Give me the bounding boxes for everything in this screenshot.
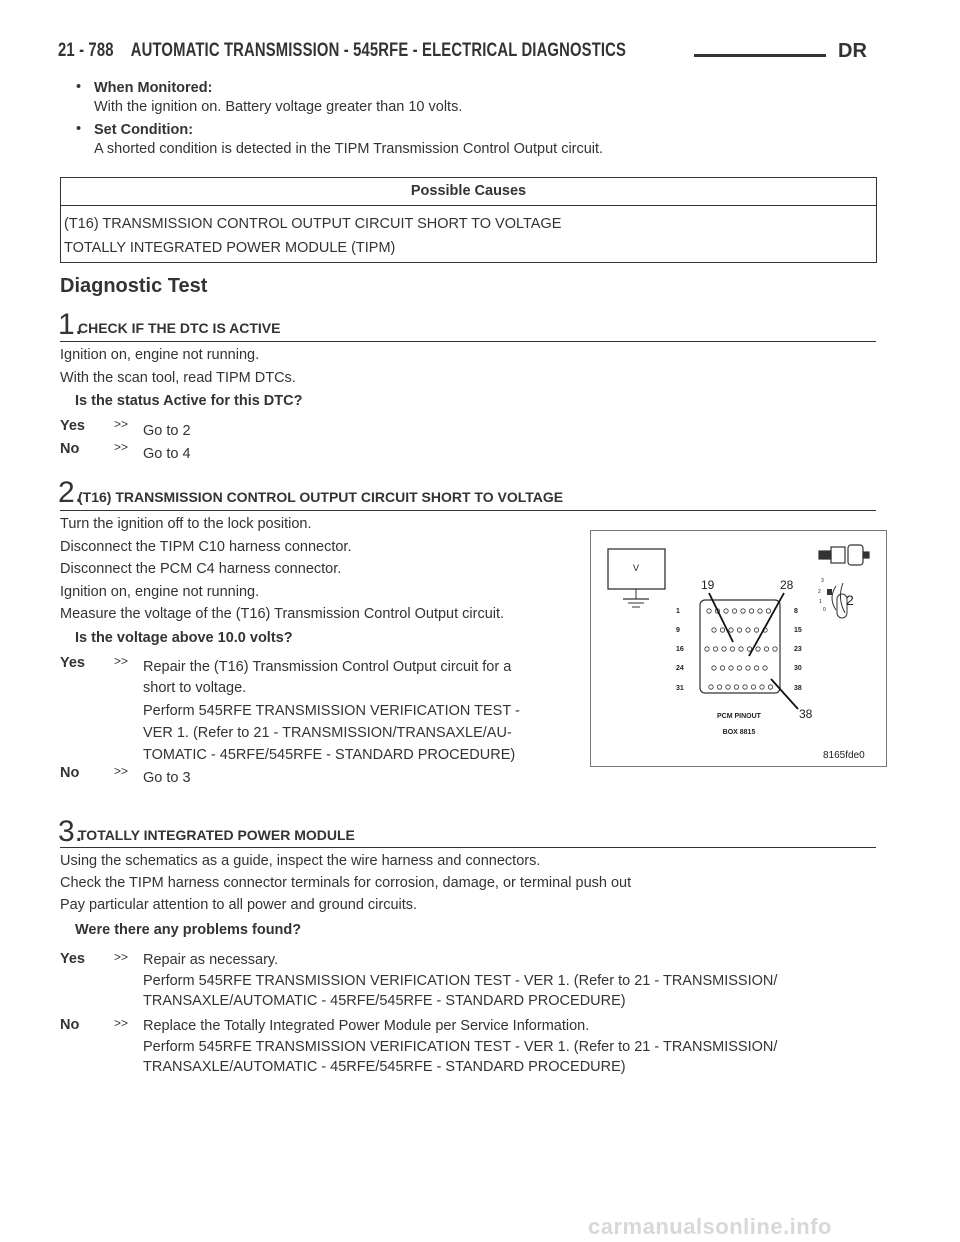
- step-rule: [60, 510, 876, 511]
- pin: [705, 647, 709, 651]
- pin-label: 15: [794, 627, 802, 634]
- pin-label: 8: [794, 608, 798, 615]
- step-title: TOTALLY INTEGRATED POWER MODULE: [78, 827, 355, 843]
- cause-item: TOTALLY INTEGRATED POWER MODULE (TIPM): [64, 240, 396, 256]
- when-monitored-label: When Monitored:: [94, 80, 213, 96]
- selector-num: 3: [821, 578, 824, 584]
- set-condition-text: A shorted condition is detected in the TIPM Transmission Control Output circuit.: [94, 141, 604, 157]
- yes-label: Yes: [60, 418, 85, 434]
- section-title: AUTOMATIC TRANSMISSION - 545RFE - ELECTRICAL DIAGNOSTICS: [130, 40, 627, 61]
- pin: [760, 685, 764, 689]
- figure-id: 8165fde0: [823, 750, 865, 761]
- set-condition-label: Set Condition:: [94, 122, 194, 138]
- pcm-pinout-diagram: [590, 530, 887, 767]
- pin: [766, 609, 770, 613]
- pin: [754, 628, 758, 632]
- yes-action: Repair the (T16) Transmission Control Output circuit for a: [143, 659, 512, 675]
- rotary-selector-icon: [827, 583, 847, 618]
- no-action: Go to 3: [143, 770, 191, 786]
- connector-icon: [819, 545, 869, 565]
- step-line: Ignition on, engine not running.: [60, 347, 260, 363]
- connector-pins: [705, 609, 777, 689]
- pin: [764, 647, 768, 651]
- selector-num: 2: [818, 589, 821, 595]
- pin: [707, 609, 711, 613]
- pin-label: 9: [676, 627, 680, 634]
- pin: [741, 609, 745, 613]
- yes-label: Yes: [60, 951, 85, 967]
- callout-label: 38: [799, 707, 813, 721]
- no-action: Replace the Totally Integrated Power Module per Service Information.: [143, 1018, 590, 1034]
- diagnostic-test-heading: Diagnostic Test: [60, 275, 208, 297]
- step-title: (T16) TRANSMISSION CONTROL OUTPUT CIRCUIT SHORT TO VOLTAGE: [78, 489, 564, 505]
- pin-label: 16: [676, 646, 684, 653]
- brand-code: DR: [838, 40, 867, 62]
- callout-label: 28: [780, 578, 794, 592]
- step-line: With the scan tool, read TIPM DTCs.: [60, 370, 296, 386]
- pin: [751, 685, 755, 689]
- header-rule: [694, 54, 826, 57]
- selector-num: 0: [823, 607, 826, 613]
- yes-action: Perform 545RFE TRANSMISSION VERIFICATION TEST -: [143, 703, 520, 719]
- watermark: carmanualsonline.info: [588, 1214, 832, 1239]
- page-number: 21 - 788: [58, 40, 114, 61]
- yes-action: Go to 2: [143, 423, 191, 439]
- pin: [712, 666, 716, 670]
- pin-label: 24: [676, 665, 684, 672]
- pin: [746, 628, 750, 632]
- possible-causes-title: Possible Causes: [410, 183, 527, 199]
- yes-action: VER 1. (Refer to 21 - TRANSMISSION/TRANSAXLE/AU-: [143, 725, 512, 741]
- pin: [737, 666, 741, 670]
- bullet: •: [76, 121, 82, 137]
- pin: [712, 628, 716, 632]
- when-monitored-text: With the ignition on. Battery voltage greater than 10 volts.: [94, 99, 463, 115]
- pin: [737, 628, 741, 632]
- pin: [720, 628, 724, 632]
- step-line: Ignition on, engine not running.: [60, 584, 260, 600]
- no-label: No: [60, 1017, 80, 1033]
- step-number: 3.: [58, 815, 84, 848]
- arrow-icon: >>: [114, 1016, 129, 1030]
- step-line: Check the TIPM harness connector terminals for corrosion, damage, or terminal push out: [60, 875, 632, 891]
- step-line: Pay particular attention to all power and ground circuits.: [60, 897, 418, 913]
- step-number: 2.: [58, 476, 84, 509]
- step-line: Disconnect the TIPM C10 harness connector.: [60, 539, 352, 555]
- pin: [773, 647, 777, 651]
- pin: [730, 647, 734, 651]
- pin-label: 30: [794, 665, 802, 672]
- callout-label: 19: [701, 578, 715, 592]
- step-title: CHECK IF THE DTC IS ACTIVE: [78, 320, 281, 336]
- yes-action: short to voltage.: [143, 680, 247, 696]
- arrow-icon: >>: [114, 764, 129, 778]
- pin: [732, 609, 736, 613]
- arrow-icon: >>: [114, 440, 129, 454]
- pin: [724, 609, 728, 613]
- step-question: Is the voltage above 10.0 volts?: [75, 630, 293, 646]
- pin: [722, 647, 726, 651]
- yes-action: Perform 545RFE TRANSMISSION VERIFICATION TEST - VER 1. (Refer to 21 - TRANSMISSION/: [143, 973, 778, 989]
- bullet: •: [76, 79, 82, 95]
- divider: [61, 205, 876, 206]
- diagram-caption: PCM PINOUT: [717, 713, 761, 720]
- pin-label: 31: [676, 685, 684, 692]
- pin: [729, 628, 733, 632]
- connector-outline: [700, 600, 780, 693]
- pin: [746, 666, 750, 670]
- voltmeter-icon: [608, 549, 665, 607]
- no-label: No: [60, 441, 80, 457]
- pin: [739, 647, 743, 651]
- page-header: [58, 40, 626, 62]
- yes-action: Repair as necessary.: [143, 952, 279, 968]
- pin: [768, 685, 772, 689]
- selector-position: 2: [846, 592, 854, 608]
- pin-label: 38: [794, 685, 802, 692]
- no-action: TRANSAXLE/AUTOMATIC - 45RFE/545RFE - STANDARD PROCEDURE): [143, 1059, 626, 1075]
- yes-action: TRANSAXLE/AUTOMATIC - 45RFE/545RFE - STANDARD PROCEDURE): [143, 993, 626, 1009]
- arrow-icon: >>: [114, 950, 129, 964]
- arrow-icon: >>: [114, 417, 129, 431]
- pin: [754, 666, 758, 670]
- step-question: Were there any problems found?: [75, 922, 302, 938]
- no-action: Go to 4: [143, 446, 191, 462]
- pin-label: 1: [676, 608, 680, 615]
- no-action: Perform 545RFE TRANSMISSION VERIFICATION TEST - VER 1. (Refer to 21 - TRANSMISSION/: [143, 1039, 778, 1055]
- pin: [743, 685, 747, 689]
- pin: [729, 666, 733, 670]
- step-line: Measure the voltage of the (T16) Transmission Control Output circuit.: [60, 606, 505, 622]
- pin: [756, 647, 760, 651]
- diagram-caption: BOX 8815: [722, 729, 756, 736]
- pin: [709, 685, 713, 689]
- yes-label: Yes: [60, 655, 85, 671]
- step-line: Turn the ignition off to the lock position.: [60, 516, 312, 532]
- selector-num: 1: [819, 599, 822, 605]
- possible-causes-table: [60, 177, 877, 263]
- yes-action: TOMATIC - 45RFE/545RFE - STANDARD PROCEDURE): [143, 747, 516, 763]
- pin: [713, 647, 717, 651]
- meter-label: V: [633, 563, 640, 573]
- step-rule: [60, 341, 876, 342]
- step-question: Is the status Active for this DTC?: [75, 393, 303, 409]
- pin: [763, 666, 767, 670]
- pin: [758, 609, 762, 613]
- step-line: Disconnect the PCM C4 harness connector.: [60, 561, 342, 577]
- pin: [726, 685, 730, 689]
- step-rule: [60, 847, 876, 848]
- pin: [720, 666, 724, 670]
- pin: [749, 609, 753, 613]
- step-number: 1.: [58, 308, 84, 341]
- step-line: Using the schematics as a guide, inspect the wire harness and connectors.: [60, 853, 541, 869]
- pin-label: 23: [794, 646, 802, 653]
- pin: [734, 685, 738, 689]
- no-label: No: [60, 765, 80, 781]
- cause-item: (T16) TRANSMISSION CONTROL OUTPUT CIRCUIT SHORT TO VOLTAGE: [64, 216, 562, 232]
- arrow-icon: >>: [114, 654, 129, 668]
- pin: [717, 685, 721, 689]
